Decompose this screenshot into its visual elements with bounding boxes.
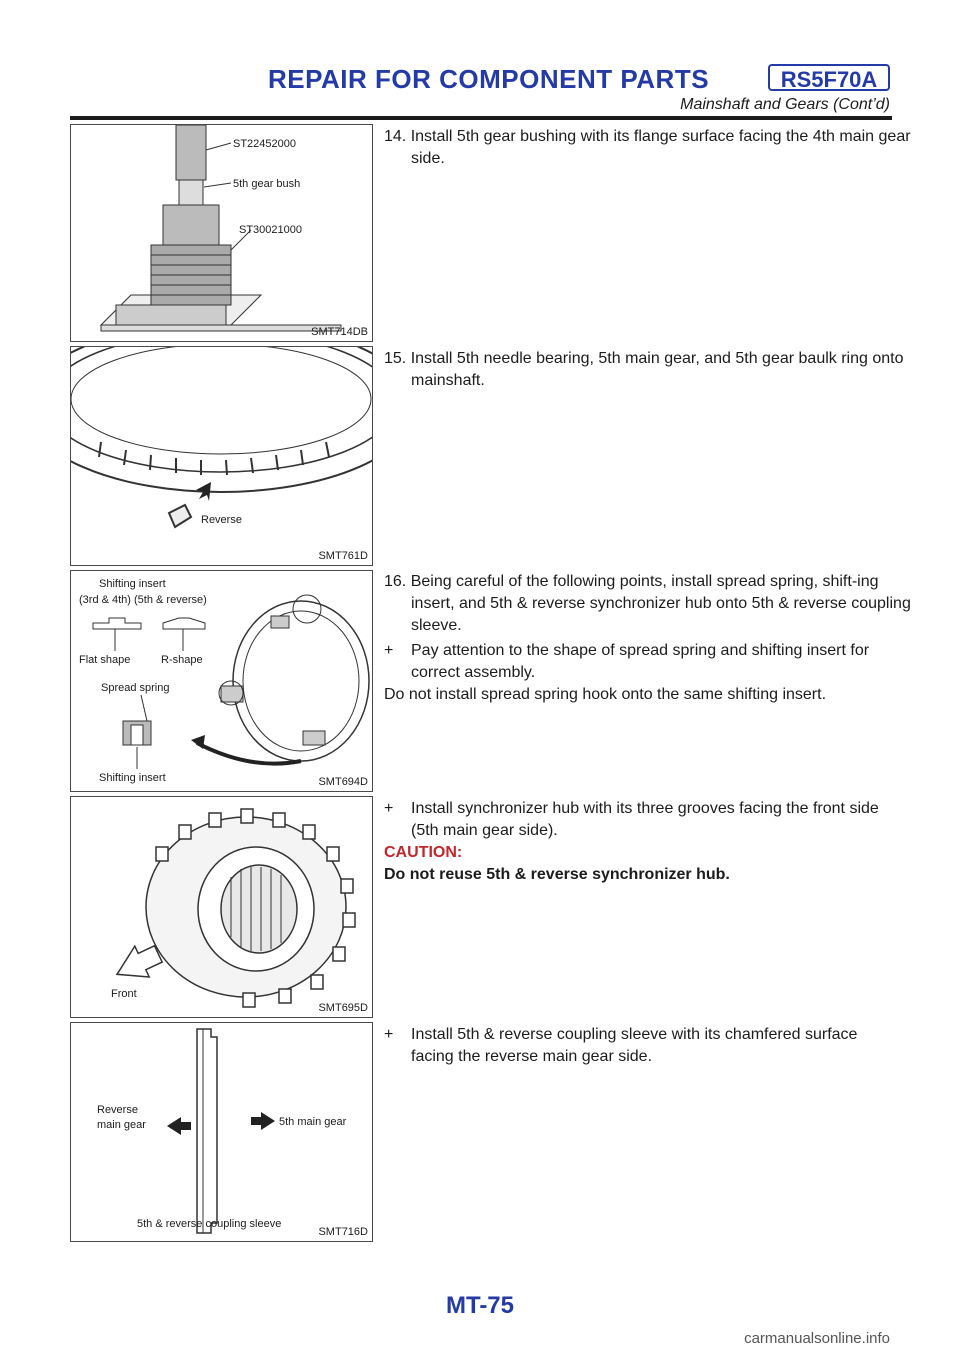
fig3-label-2: (3rd & 4th) (5th & reverse): [79, 594, 207, 606]
fig3-label-5: Spread spring: [101, 682, 170, 694]
bullet-hub-grooves: [384, 798, 892, 842]
bullet-symbol: +: [384, 1026, 394, 1043]
caution-text: Do not reuse 5th & reverse synchronizer hub.: [384, 866, 730, 883]
gear-bush-press-illustration: [71, 125, 373, 342]
fig5-label-2: main gear: [97, 1119, 146, 1131]
fig3-label-3: Flat shape: [79, 654, 131, 666]
caution-heading: CAUTION:: [384, 844, 463, 861]
baulk-ring-illustration: [71, 347, 373, 566]
header-rule: [70, 116, 892, 120]
figure-code: SMT716D: [318, 1226, 368, 1238]
bullet-symbol: +: [384, 800, 394, 817]
bullet-text: Install 5th & reverse coupling sleeve with its chamfered surface facing the reverse main gear side.: [411, 1026, 858, 1065]
figure-smt714db: [70, 124, 373, 342]
fig3-label-6: Shifting insert: [99, 772, 166, 784]
step-16: 16. Being careful of the following points, install spread spring, shift-ing insert, and 5th & reverse synchronizer hub onto 5th & reverse coupling sleeve.: [384, 573, 911, 634]
synchronizer-hub-illustration: [71, 797, 373, 1018]
figure-code: SMT714DB: [311, 326, 368, 338]
fig5-label-3: 5th main gear: [279, 1116, 347, 1128]
fig3-label-1: Shifting insert: [99, 578, 166, 590]
figure-smt761d: [70, 346, 373, 566]
step-14: 14. Install 5th gear bushing with its flange surface facing the 4th main gear side.: [384, 128, 911, 167]
bullet-spring-shape: [384, 640, 892, 706]
figure-code: SMT694D: [318, 776, 368, 788]
model-badge: RS5F70A: [768, 64, 890, 91]
fig1-label-1: ST22452000: [233, 138, 296, 150]
figure-smt694d: [70, 570, 373, 792]
bullet-note: Do not install spread spring hook onto the same shifting insert.: [384, 686, 827, 703]
fig2-label-1: Reverse: [201, 514, 242, 526]
fig4-label-1: Front: [111, 988, 137, 1000]
bullet-coupling-sleeve: [384, 1024, 892, 1068]
bullet-symbol: +: [384, 642, 394, 659]
bullet-text: Install synchronizer hub with its three grooves facing the front side (5th main gear side).: [411, 800, 879, 839]
spread-spring-insert-illustration: [71, 571, 373, 792]
fig1-label-2: 5th gear bush: [233, 178, 301, 190]
figure-code: SMT761D: [318, 550, 368, 562]
fig1-label-3: ST30021000: [239, 224, 302, 236]
watermark: carmanualsonline.info: [744, 1330, 890, 1347]
page-number: MT-75: [445, 1292, 514, 1319]
section-subtitle: Mainshaft and Gears (Cont’d): [680, 96, 890, 113]
step-15: 15. Install 5th needle bearing, 5th main gear, and 5th gear baulk ring onto mainshaft.: [384, 350, 904, 389]
fig5-label-4: 5th & reverse coupling sleeve: [137, 1218, 282, 1230]
section-title: REPAIR FOR COMPONENT PARTS: [268, 64, 710, 94]
figure-code: SMT695D: [318, 1002, 368, 1014]
fig3-label-4: R-shape: [161, 654, 203, 666]
figure-smt716d: [70, 1022, 373, 1242]
figure-smt695d: [70, 796, 373, 1018]
coupling-sleeve-illustration: [71, 1023, 373, 1242]
bullet-text: Pay attention to the shape of spread spring and shifting insert for correct assembly.: [411, 642, 870, 681]
fig5-label-1: Reverse: [97, 1104, 138, 1116]
